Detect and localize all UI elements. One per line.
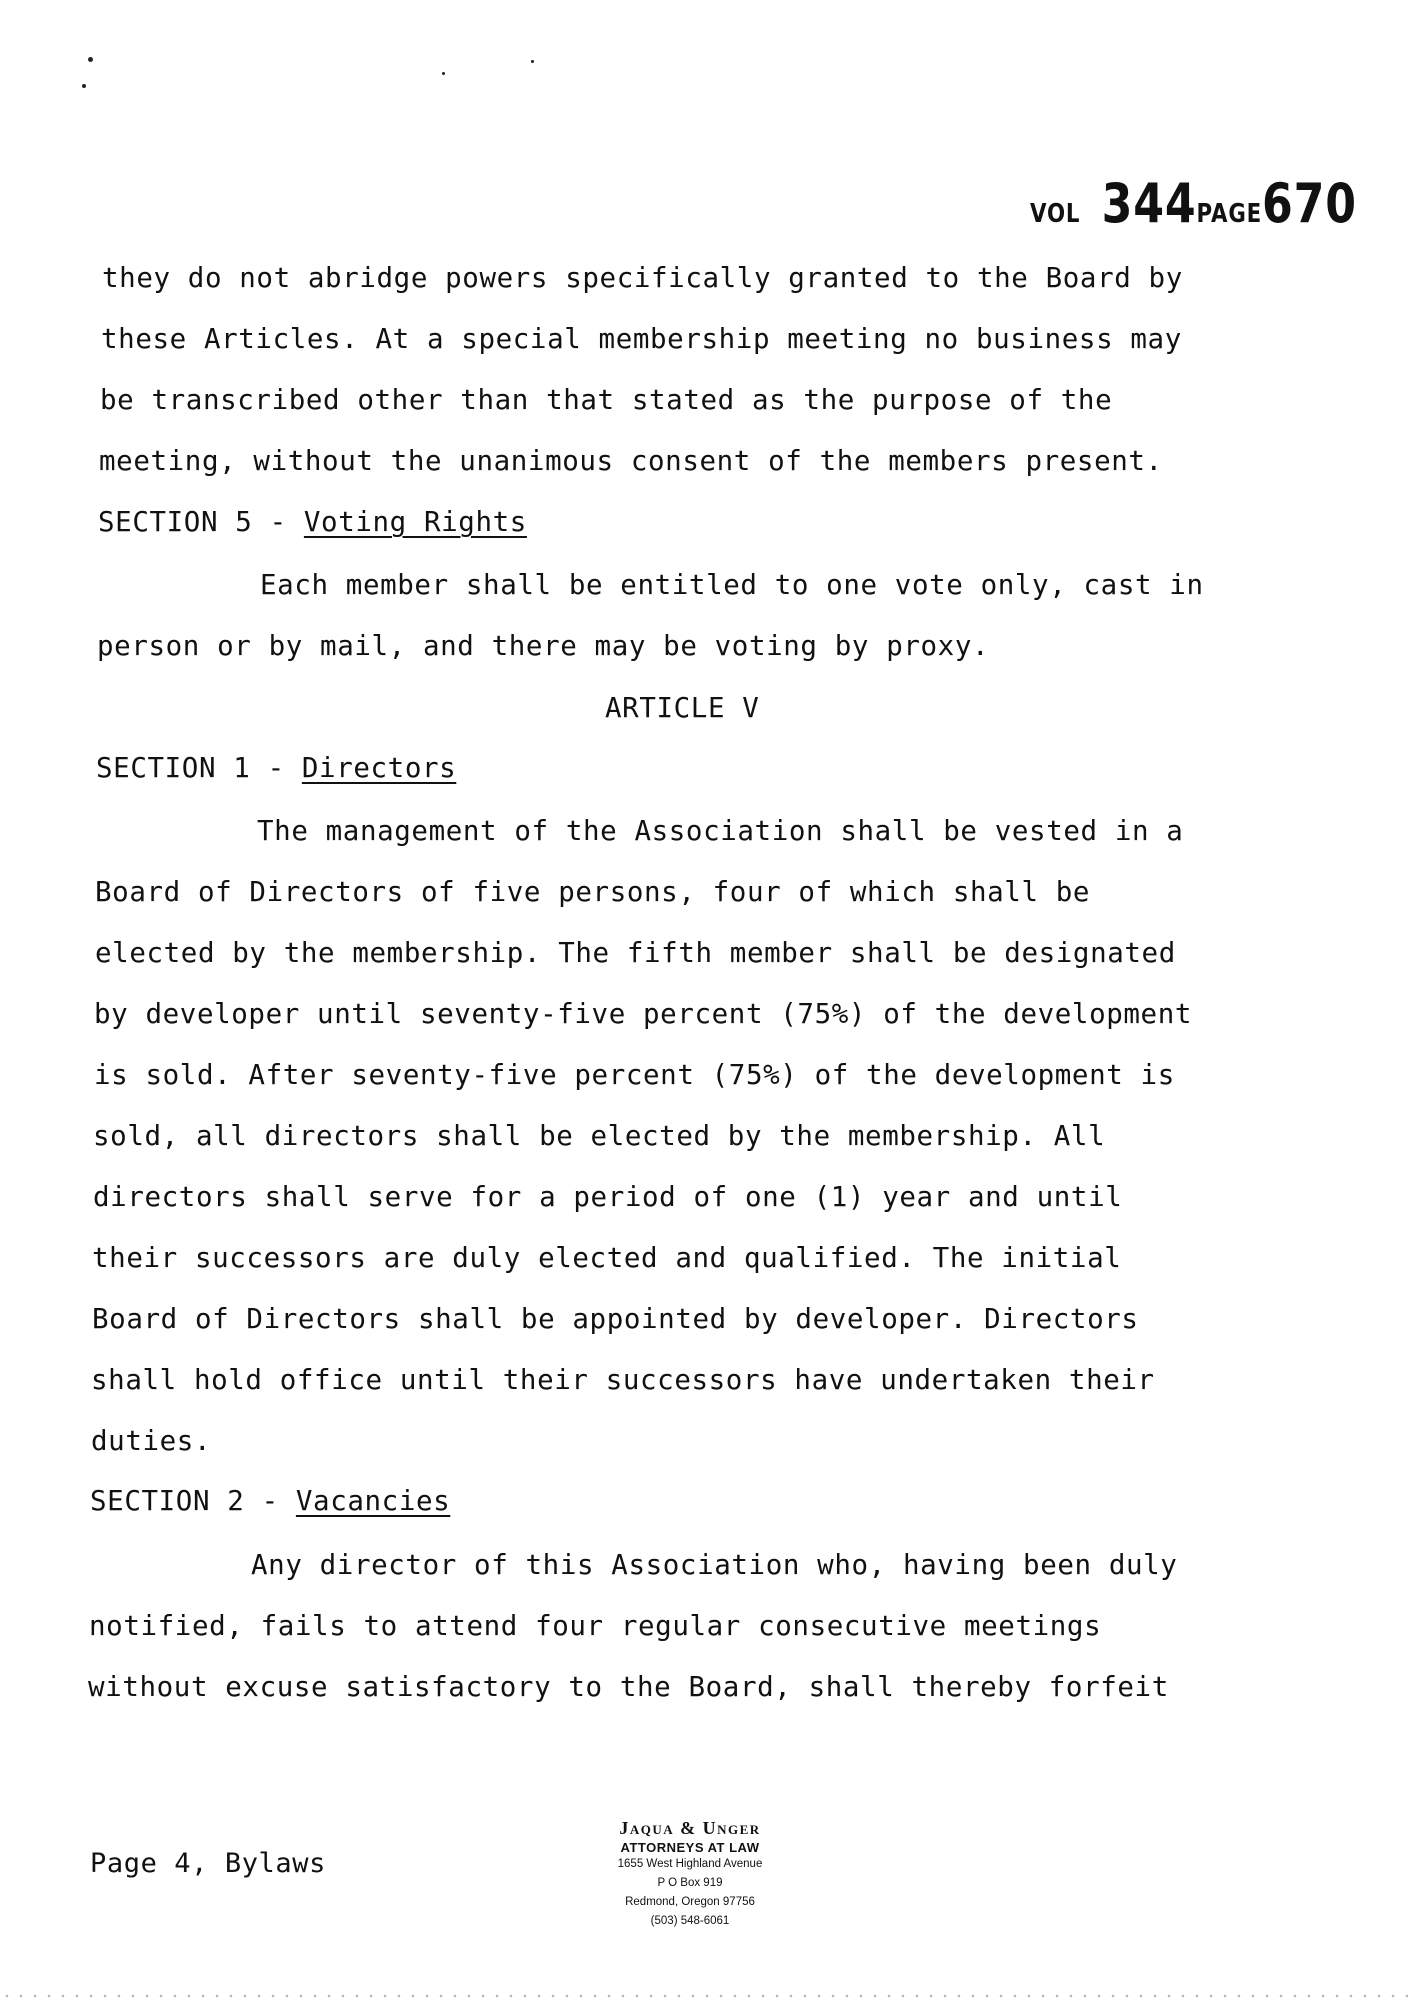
body-line: The management of the Association shall be vested in a [257, 815, 1184, 847]
scan-speck [88, 57, 93, 62]
vol-number: 344 [1101, 172, 1197, 235]
body-line: be transcribed other than that stated as the purpose of the [100, 384, 1113, 416]
body-line: is sold. After seventy-five percent (75%) of the development is [94, 1059, 1175, 1091]
body-line: Each member shall be entitled to one vote only, cast in [260, 569, 1204, 601]
section-5-heading [98, 506, 527, 538]
body-line: they do not abridge powers specifically granted to the Board by [102, 262, 1183, 294]
body-line: directors shall serve for a period of one (1) year and until [93, 1181, 1123, 1213]
article-heading: ARTICLE V [605, 692, 760, 724]
section-2-heading [90, 1485, 451, 1517]
body-line: their successors are duly elected and qualified. The initial [92, 1242, 1122, 1274]
scan-speck [82, 84, 86, 88]
body-line: by developer until seventy-five percent (75%) of the development [94, 998, 1193, 1030]
page-number: 670 [1262, 172, 1357, 235]
section-1-title: Directors [301, 752, 457, 784]
volume-page-stamp [1030, 172, 1357, 235]
section-5-prefix: SECTION 5 - [98, 506, 304, 538]
body-line: notified, fails to attend four regular consecutive meetings [89, 1610, 1102, 1642]
body-line: Board of Directors of five persons, four of which shall be [95, 876, 1091, 908]
section-2-title: Vacancies [295, 1485, 451, 1517]
body-line: Board of Directors shall be appointed by developer. Directors [92, 1303, 1139, 1335]
page-reference: Page 4, Bylaws [90, 1848, 326, 1879]
firm-letterhead [540, 1818, 840, 1931]
body-line: meeting, without the unanimous consent of the members present. [99, 445, 1163, 477]
section-2-prefix: SECTION 2 - [90, 1485, 296, 1517]
firm-address-line: Redmond, Oregon 97756 [625, 1896, 755, 1908]
firm-subtitle: ATTORNEYS AT LAW [620, 1840, 760, 1855]
section-1-heading [96, 752, 457, 784]
body-line: person or by mail, and there may be voting by proxy. [97, 630, 990, 662]
body-line: without excuse satisfactory to the Board, shall thereby forfeit [88, 1671, 1169, 1703]
body-line: shall hold office until their successors have undertaken their [91, 1364, 1155, 1396]
scan-speck [442, 72, 445, 75]
scan-speck [531, 60, 534, 63]
section-5-title: Voting Rights [303, 506, 527, 538]
firm-address-line: 1655 West Highland Avenue [617, 1858, 763, 1870]
firm-address-line: P O Box 919 [657, 1877, 723, 1889]
page-label: PAGE [1196, 199, 1263, 229]
body-line: these Articles. At a special membership meeting no business may [101, 323, 1182, 355]
body-line: sold, all directors shall be elected by the membership. All [93, 1120, 1106, 1152]
section-1-prefix: SECTION 1 - [96, 752, 302, 784]
body-line: duties. [91, 1425, 212, 1457]
scan-edge-noise [0, 1994, 1408, 1998]
body-line: Any director of this Association who, having been duly [251, 1549, 1178, 1581]
vol-label: VOL [1030, 199, 1081, 229]
body-line: elected by the membership. The fifth member shall be designated [95, 937, 1176, 969]
firm-name: Jaqua & Unger [619, 1818, 761, 1838]
firm-address-line: (503) 548-6061 [650, 1915, 730, 1927]
